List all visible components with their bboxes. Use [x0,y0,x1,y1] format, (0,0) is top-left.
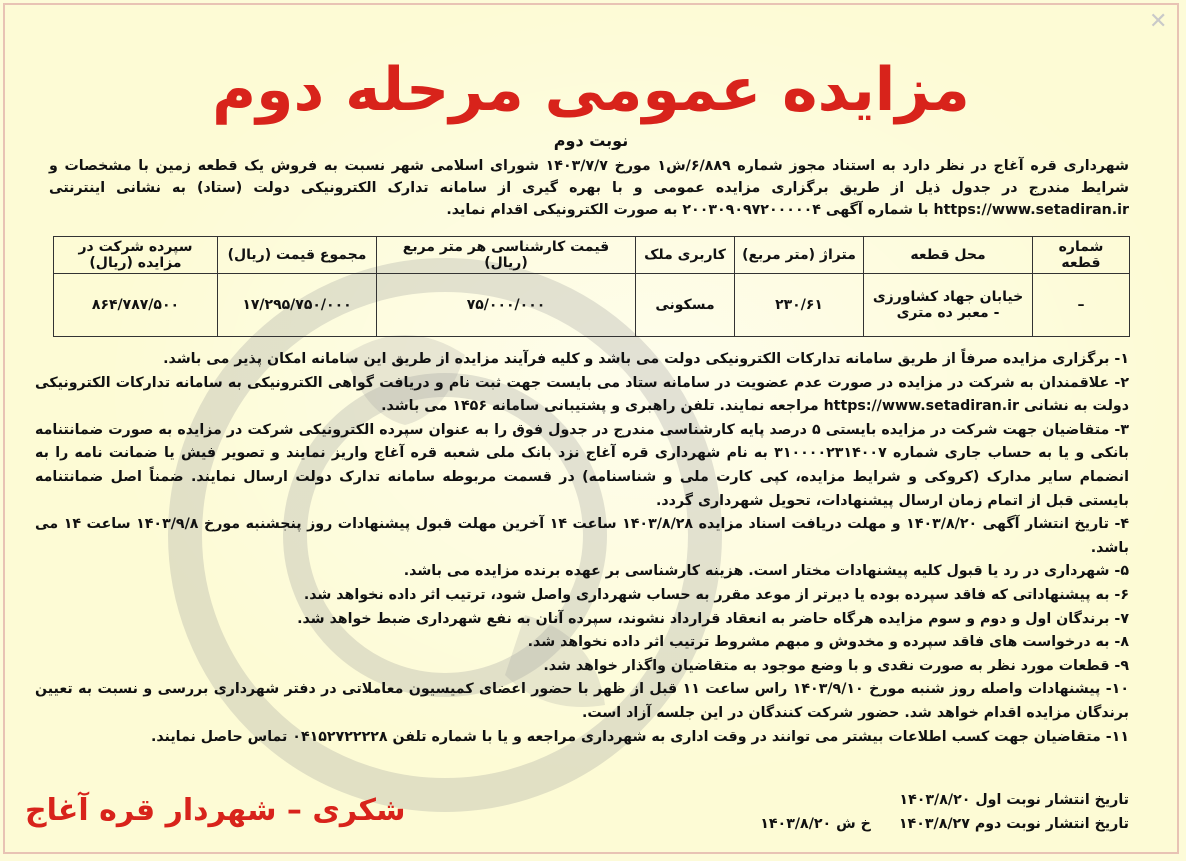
header-usage: کاربری ملک [636,237,735,274]
page-title: مزایده عمومی مرحله دوم [212,55,970,125]
lot-table [53,236,1130,337]
header-lot-location: محل قطعه [864,237,1033,274]
first-publication-date: تاریخ انتشار نوبت اول ۱۴۰۳/۸/۲۰ [899,792,1129,808]
cell-deposit: ۸۶۴/۷۸۷/۵۰۰ [54,274,218,337]
term-item: ۹- قطعات مورد نظر به صورت نقدی و با وضع موجود به متقاضیان واگذار خواهد شد. [543,657,1129,674]
advertisement-page [3,3,1179,854]
mayor-signature: شکری – شهردار قره آغاج [25,793,406,828]
second-publication-date: تاریخ انتشار نوبت دوم ۱۴۰۳/۸/۲۷ [898,815,1129,832]
table-row [54,274,1130,337]
header-unit-price: قیمت کارشناسی هر متر مربع (ریال) [377,237,636,274]
cell-lot-number: – [1033,274,1130,337]
term-item: ۳- متقاضیان جهت شرکت در مزایده بایستی ۵ درصد پایه کارشناسی مندرج در جدول فوق را به عنوان سپرده الکترونیکی شرکت در مزایده به صورت ضمانتنامه بانکی و یا به حساب جاری شماره ۳۱۰۰۰۰۲۳۱۴۰۰۷ به نام شهرداری قره آغاج نزد بانک ملی شعبه قره آغاج واریز نمایند و تصویر فیش یا ضمانت نامه را به انضمام سایر مدارک (کروکی و شرایط مزایده، کپی کارت ملی و شناسنامه) در قسمت مربوطه سامانه تدارک دولت ارسال نمایند. ضمناً اصل ضمانتنامه بایستی قبل از اتمام زمان ارسال پیشنهادات، تحویل شهرداری گردد. [35,421,1130,509]
term-item: ۲- علاقمندان به شرکت در مزایده در صورت عدم عضویت در سامانه ستاد می بایست جهت ثبت نام و دریافت گواهی الکترونیکی به سامانه تدارکات الکترونیکی دولت به نشانی https://www.setadiran.ir مراجعه نمایند. تلفن راهبری و پشتیبانی سامانه ۱۴۵۶ می باشد. [35,374,1129,415]
second-publication-row [609,813,1129,837]
header-lot-number: شماره قطعه [1033,237,1130,274]
intro-paragraph: شهرداری قره آغاج در نظر دارد به استناد مجوز شماره ۶/۸۸۹/ش۱ مورخ ۱۴۰۳/۷/۷ شورای اسلامی شهر نسبت به فروش یک قطعه زمین با مشخصات و شرایط مندرج در جدول ذیل از طریق برگزاری مزایده عمومی و با بهره گیری از سامانه تدارک الکترونیکی دولت (ستاد) به نشانی اینترنتی https://www.setadiran.ir با شماره آگهی ۲۰۰۳۰۹۰۹۷۲۰۰۰۰۰۴ به صورت الکترونیکی اقدام نماید. [49,158,1129,218]
table-header-row [54,237,1130,274]
publication-code: خ ش ۱۴۰۳/۸/۲۰ [760,815,871,832]
terms-list [35,348,1129,749]
term-item: ۴- تاریخ انتشار آگهی ۱۴۰۳/۸/۲۰ و مهلت دریافت اسناد مزایده ۱۴۰۳/۸/۲۸ ساعت ۱۴ آخرین مهلت قبول پیشنهادات روز پنجشنبه مورخ ۱۴۰۳/۹/۸ ساعت ۱۴ می باشد. [35,516,1130,556]
cell-area: ۲۳۰/۶۱ [735,274,864,337]
term-item: ۱۱- متقاضیان جهت کسب اطلاعات بیشتر می توانند در وقت اداری به شهرداری مراجعه و یا با شماره تلفن ۰۴۱۵۲۷۲۲۲۲۸ تماس حاصل نمایند. [150,728,1129,745]
term-item: ۱۰- پیشنهادات واصله روز شنبه مورخ ۱۴۰۳/۹/۱۰ راس ساعت ۱۱ قبل از ظهر با حضور اعضای کمیسیون معاملاتی در دفتر شهرداری بررسی و نسبت به تعیین برندگان مزایده اقدام خواهد شد. حضور شرکت کنندگان در این جلسه آزاد است. [35,681,1129,721]
term-item: ۷- برندگان اول و دوم و سوم مزایده هرگاه حاضر به انعقاد قرارداد نشوند، سپرده آنان به نفع شهرداری ضبط خواهد شد. [297,610,1129,627]
header-deposit: سپرده شرکت در مزایده (ریال) [54,237,218,274]
round-label: نوبت دوم [553,131,629,150]
cell-usage: مسکونی [636,274,735,337]
cell-unit-price: ۷۵/۰۰۰/۰۰۰ [377,274,636,337]
header-area: متراژ (متر مربع) [735,237,864,274]
page-corner-mark: ✕ [1149,9,1168,34]
term-item: ۵- شهرداری در رد یا قبول کلیه پیشنهادات مختار است. هزینه کارشناسی بر عهده برنده مزایده می باشد. [403,563,1129,580]
header-total-price: مجموع قیمت (ریال) [218,237,377,274]
term-item: ۶- به پیشنهاداتی که فاقد سپرده بوده یا دیرتر از موعد مقرر به حساب شهرداری واصل شود، ترتیب اثر داده نخواهد شد. [303,586,1129,603]
publication-dates [609,789,1129,836]
cell-lot-location: خیابان جهاد کشاورزی - معبر ده متری [864,274,1033,337]
cell-total-price: ۱۷/۲۹۵/۷۵۰/۰۰۰ [218,274,377,337]
term-item: ۱- برگزاری مزایده صرفاً از طریق سامانه تدارکات الکترونیکی دولت می باشد و کلیه فرآیند مزایده از طریق این سامانه امکان پذیر می باشد. [163,351,1129,367]
first-publication-row [609,789,1129,813]
term-item: ۸- به درخواست های فاقد سپرده و مخدوش و مبهم مشروط ترتیب اثر داده نخواهد شد. [527,634,1129,651]
